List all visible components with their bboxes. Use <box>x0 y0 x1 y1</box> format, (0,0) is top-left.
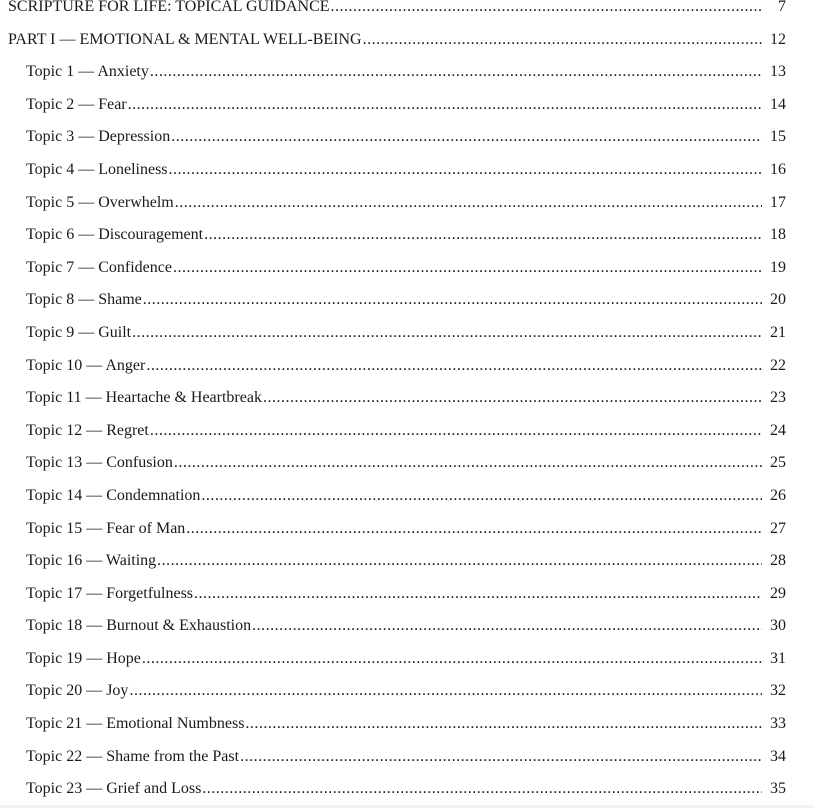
toc-dot-leader <box>150 415 762 448</box>
toc-entry-label: Topic 18 — Burnout & Exhaustion <box>26 617 252 635</box>
toc-page-number: 13 <box>770 63 786 81</box>
toc-entry-label: Topic 14 — Condemnation <box>26 486 201 504</box>
toc-dot-leader <box>263 382 762 415</box>
toc-entry-topic-1[interactable] <box>0 56 813 89</box>
toc-page-number: 28 <box>770 552 786 570</box>
toc-entry-label: Topic 15 — Fear of Man <box>26 519 186 537</box>
toc-entry-label: Topic 2 — Fear <box>26 95 127 113</box>
toc-entry-label: Topic 17 — Forgetfulness <box>26 584 194 602</box>
toc-entry-topic-23[interactable] <box>0 773 813 806</box>
toc-entry-label: Topic 20 — Joy <box>26 682 129 700</box>
toc-page-number: 15 <box>770 128 786 146</box>
toc-page-number: 16 <box>770 160 786 178</box>
toc-page-number: 35 <box>770 780 786 798</box>
toc-entry-label: Topic 16 — Waiting <box>26 552 157 570</box>
toc-page-number: 27 <box>770 519 786 537</box>
toc-entry-topic-8[interactable] <box>0 284 813 317</box>
toc-dot-leader <box>128 89 762 122</box>
toc-page-number: 20 <box>770 291 786 309</box>
toc-dot-leader <box>175 187 762 220</box>
toc-entry-topic-10[interactable] <box>0 350 813 383</box>
toc-dot-leader <box>202 773 762 806</box>
toc-dot-leader <box>157 545 762 578</box>
toc-entry-front-matter[interactable] <box>0 0 813 24</box>
toc-page-number: 32 <box>770 682 786 700</box>
toc-page-number: 7 <box>778 0 786 15</box>
toc-dot-leader <box>252 610 762 643</box>
toc-entry-label: Topic 12 — Regret <box>26 421 149 439</box>
toc-entry-topic-9[interactable] <box>0 317 813 350</box>
toc-entry-topic-19[interactable] <box>0 643 813 676</box>
toc-entry-label: Topic 23 — Grief and Loss <box>26 780 202 798</box>
toc-entry-label: Topic 21 — Emotional Numbness <box>26 715 245 733</box>
toc-entry-topic-5[interactable] <box>0 187 813 220</box>
toc-entry-topic-6[interactable] <box>0 219 813 252</box>
toc-page-number: 25 <box>770 454 786 472</box>
toc-entry-label: Topic 8 — Shame <box>26 291 142 309</box>
toc-page-number: 22 <box>770 356 786 374</box>
toc-page-number: 33 <box>770 715 786 733</box>
toc-dot-leader <box>204 219 762 252</box>
toc-dot-leader <box>143 284 762 317</box>
toc-entry-topic-13[interactable] <box>0 447 813 480</box>
toc-dot-leader <box>201 480 762 513</box>
toc-entry-topic-22[interactable] <box>0 741 813 774</box>
toc-entry-label: Topic 3 — Depression <box>26 128 171 146</box>
toc-entry-label: Topic 4 — Loneliness <box>26 160 168 178</box>
toc-page-number: 30 <box>770 617 786 635</box>
toc-dot-leader <box>174 447 762 480</box>
toc-dot-leader <box>240 741 762 774</box>
toc-entry-topic-2[interactable] <box>0 89 813 122</box>
toc-page-number: 24 <box>770 421 786 439</box>
toc-entry-label: Topic 22 — Shame from the Past <box>26 747 240 765</box>
toc-entry-label: Topic 11 — Heartache & Heartbreak <box>26 389 262 407</box>
toc-dot-leader <box>169 154 762 187</box>
toc-dot-leader <box>194 578 762 611</box>
toc-entry-topic-11[interactable] <box>0 382 813 415</box>
toc-dot-leader <box>150 56 762 89</box>
toc-entry-topic-15[interactable] <box>0 513 813 546</box>
toc-entry-topic-16[interactable] <box>0 545 813 578</box>
toc-dot-leader <box>173 252 762 285</box>
toc-page-number: 34 <box>770 747 786 765</box>
toc-entry-topic-3[interactable] <box>0 121 813 154</box>
toc-entry-label: Topic 1 — Anxiety <box>26 63 149 81</box>
toc-entry-label: PART I — EMOTIONAL & MENTAL WELL-BEING <box>8 30 362 48</box>
toc-entry-topic-17[interactable] <box>0 578 813 611</box>
toc-page-number: 17 <box>770 193 786 211</box>
toc-entry-label: Topic 13 — Confusion <box>26 454 173 472</box>
toc-entry-label: Topic 7 — Confidence <box>26 258 172 276</box>
toc-page-number: 12 <box>770 30 786 48</box>
toc-dot-leader <box>363 24 762 57</box>
toc-entry-topic-20[interactable] <box>0 675 813 708</box>
toc-dot-leader <box>186 513 762 546</box>
toc-entry-label: Topic 5 — Overwhelm <box>26 193 174 211</box>
toc-entry-part-1[interactable] <box>0 24 813 57</box>
toc-entry-label: Topic 6 — Discouragement <box>26 226 204 244</box>
toc-dot-leader <box>245 708 762 741</box>
toc-entry-label: Topic 10 — Anger <box>26 356 146 374</box>
toc-dot-leader <box>171 121 762 154</box>
toc-topic-list <box>0 56 813 806</box>
toc-entry-topic-12[interactable] <box>0 415 813 448</box>
toc-page-number: 19 <box>770 258 786 276</box>
toc-entry-topic-14[interactable] <box>0 480 813 513</box>
toc-dot-leader <box>146 350 762 383</box>
toc-page-number: 14 <box>770 95 786 113</box>
toc-page-number: 29 <box>770 584 786 602</box>
toc-entry-topic-18[interactable] <box>0 610 813 643</box>
toc-entry-topic-4[interactable] <box>0 154 813 187</box>
toc-page-number: 21 <box>770 323 786 341</box>
toc-dot-leader <box>331 0 762 24</box>
toc-page-number: 26 <box>770 486 786 504</box>
toc-entry-topic-21[interactable] <box>0 708 813 741</box>
toc-dot-leader <box>129 675 762 708</box>
toc-dot-leader <box>142 643 762 676</box>
toc-page-number: 18 <box>770 226 786 244</box>
toc-entry-label: Topic 9 — Guilt <box>26 323 132 341</box>
toc-entry-topic-7[interactable] <box>0 252 813 285</box>
toc-page-number: 23 <box>770 389 786 407</box>
toc-entry-label: SCRIPTURE FOR LIFE: TOPICAL GUIDANCE <box>8 0 330 15</box>
toc-entry-label: Topic 19 — Hope <box>26 649 141 667</box>
toc-dot-leader <box>132 317 762 350</box>
toc-page-number: 31 <box>770 649 786 667</box>
